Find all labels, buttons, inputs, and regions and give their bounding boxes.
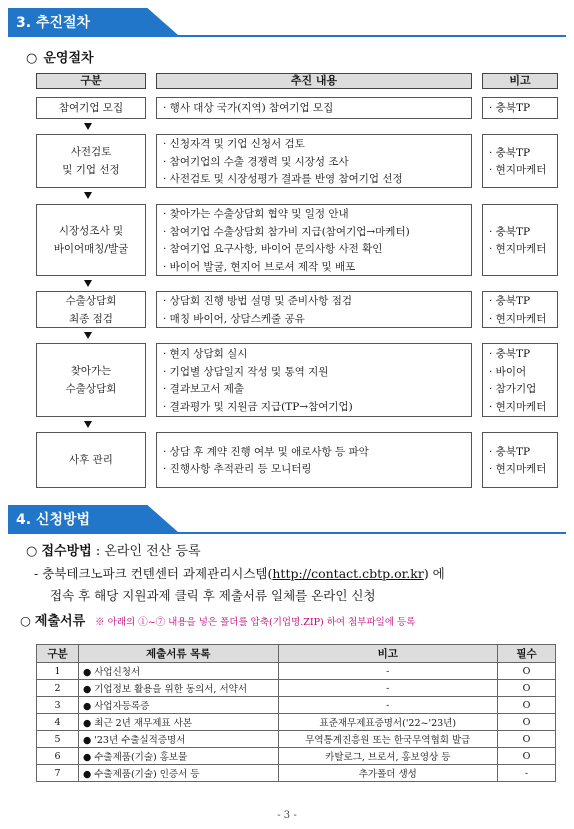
down-arrow-icon <box>84 280 92 287</box>
table-row <box>37 714 556 731</box>
table-cell: 4 <box>37 714 79 731</box>
down-arrow-icon <box>84 332 92 339</box>
step-content <box>156 432 472 488</box>
table-cell: ● '23년 수출실적증명서 <box>78 731 278 748</box>
step-remarks <box>482 134 558 188</box>
step-content-item: · 신청자격 및 기업 신청서 검토 <box>163 138 305 150</box>
table-cell: 6 <box>37 748 79 765</box>
required-docs-heading: ○ 제출서류 ※ 아래의 ①~⑦ 내용을 넣은 폴더를 압축(기업명.ZIP) 하여 첨부파일에 등록 <box>20 613 416 629</box>
step-remarks <box>482 343 558 417</box>
section4-title: 4. 신청방법 <box>16 512 91 528</box>
operation-procedure-heading: ○ 운영절차 <box>26 51 94 66</box>
step-content-item: · 매칭 바이어, 상담스케줄 공유 <box>163 312 305 325</box>
step-label: 찾아가는 수출상담회 <box>36 343 146 417</box>
down-arrow-icon <box>84 421 92 428</box>
step-content <box>156 291 472 328</box>
table-cell: 2 <box>37 680 79 697</box>
step-remark-item: · 바이어 <box>489 365 527 378</box>
step-content <box>156 204 472 276</box>
circle-bullet-icon: ○ <box>20 613 31 628</box>
section3-divider <box>8 35 566 37</box>
table-cell: - <box>498 765 556 782</box>
circle-bullet-icon: ○ <box>26 544 38 559</box>
table-row <box>37 663 556 680</box>
table-cell: - <box>278 680 498 697</box>
step-label: 참여기업 모집 <box>36 97 146 119</box>
step-remark-item: · 참가기업 <box>489 383 537 395</box>
step-label: 수출상담회 최종 점검 <box>36 291 146 328</box>
step-remark-item: · 현지마케터 <box>489 400 547 413</box>
table-row <box>37 748 556 765</box>
table-cell: O <box>498 748 556 765</box>
step-content-item: · 찾아가는 수출상담회 협약 및 일정 안내 <box>163 208 349 220</box>
zip-instruction-note: ※ 아래의 ①~⑦ 내용을 넣은 폴더를 압축(기업명.ZIP) 하여 첨부파일에 등록 <box>95 617 416 628</box>
col-remarks-header: 비고 <box>482 73 558 89</box>
table-cell: 3 <box>37 697 79 714</box>
table-row <box>37 680 556 697</box>
step-remark-item: · 현지마케터 <box>489 243 547 255</box>
step-content-item: · 행사 대상 국가(지역) 참여기업 모집 <box>163 102 334 115</box>
step-label: 시장성조사 및 바이어매칭/발굴 <box>36 204 146 276</box>
section3-banner <box>8 8 178 35</box>
step-content-item: · 참여기업 수출상담회 참가비 지급(참여기업→마케터) <box>163 225 410 238</box>
step-content <box>156 97 472 119</box>
step-content-item: · 진행사항 추적관리 등 모니터링 <box>163 463 312 475</box>
step-content-item: · 상담 후 계약 진행 여부 및 애로사항 등 파악 <box>163 445 369 458</box>
step-content-item: · 결과평가 및 지원금 지급(TP→참여기업) <box>163 400 353 413</box>
step-content-item: · 기업별 상담일지 작성 및 통역 지원 <box>163 365 329 378</box>
table-cell: O <box>498 680 556 697</box>
col-content-header: 추진 내용 <box>156 73 472 89</box>
contact-url-link[interactable]: http://contact.cbtp.or.kr <box>272 566 424 581</box>
table-cell: - <box>278 663 498 680</box>
table-cell: O <box>498 697 556 714</box>
table-row <box>37 765 556 782</box>
table-cell: ● 수출제품(기술) 홍보물 <box>78 748 278 765</box>
section4-banner <box>8 505 178 532</box>
table-cell: 5 <box>37 731 79 748</box>
table-cell: - <box>278 697 498 714</box>
step-remarks <box>482 291 558 328</box>
step-remark-item: · 현지마케터 <box>489 164 547 176</box>
step-remark-item: · 현지마케터 <box>489 463 547 475</box>
table-cell: ● 사업자등록증 <box>78 697 278 714</box>
step-content-item: · 참여기업의 수출 경쟁력 및 시장성 조사 <box>163 155 349 168</box>
submission-detail-line2: 접속 후 해당 지원과제 클릭 후 제출서류 일체를 온라인 신청 <box>50 588 376 603</box>
table-cell: 표준재무제표증명서('22~'23년) <box>278 714 498 731</box>
step-content-item: · 참여기업 요구사항, 바이어 문의사항 사전 확인 <box>163 243 383 255</box>
step-remark-item: · 충북TP <box>489 102 531 115</box>
step-remark-item: · 현지마케터 <box>489 312 547 325</box>
submission-detail-line1: - 충북테크노파크 컨텐센터 과제관리시스템(http://contact.cbtp.or.kr) 에 <box>34 566 445 581</box>
step-content-item: · 현지 상담회 실시 <box>163 348 248 360</box>
table-cell: 추가폴더 생성 <box>278 765 498 782</box>
step-remarks <box>482 97 558 119</box>
step-remarks <box>482 432 558 488</box>
table-cell: 7 <box>37 765 79 782</box>
step-content-item: · 결과보고서 제출 <box>163 383 245 395</box>
step-content-item: · 상담회 진행 방법 설명 및 준비사항 점검 <box>163 295 352 307</box>
table-cell: ● 수출제품(기술) 인증서 등 <box>78 765 278 782</box>
step-label: 사후 관리 <box>36 432 146 488</box>
page-number: - 3 - <box>277 810 297 821</box>
docs-table-header: 제출서류 목록 <box>78 645 278 663</box>
step-remark-item: · 충북TP <box>489 146 531 159</box>
step-remark-item: · 충북TP <box>489 445 531 458</box>
table-cell: ● 사업신청서 <box>78 663 278 680</box>
step-content-item: · 바이어 발굴, 현지어 브로셔 제작 및 배포 <box>163 260 356 273</box>
step-label: 사전검토 및 기업 선정 <box>36 134 146 188</box>
table-cell: 1 <box>37 663 79 680</box>
step-content <box>156 343 472 417</box>
section4-divider <box>8 532 566 534</box>
step-content-item: · 사전검토 및 시장성평가 결과를 반영 참여기업 선정 <box>163 173 403 185</box>
down-arrow-icon <box>84 123 92 130</box>
table-cell: 무역통계진흥원 또는 한국무역협회 발급 <box>278 731 498 748</box>
step-content <box>156 134 472 188</box>
col-category-header: 구분 <box>36 73 146 89</box>
step-remark-item: · 충북TP <box>489 295 531 307</box>
table-row <box>37 697 556 714</box>
docs-table-header: 필수 <box>498 645 556 663</box>
table-cell: ● 최근 2년 재무제표 사본 <box>78 714 278 731</box>
table-cell: ● 기업정보 활용을 위한 동의서, 서약서 <box>78 680 278 697</box>
required-docs-table <box>36 644 556 782</box>
table-cell: O <box>498 663 556 680</box>
table-cell: 카탈로그, 브로셔, 홍보영상 등 <box>278 748 498 765</box>
section3-title: 3. 추진절차 <box>16 15 91 31</box>
docs-table-header: 구분 <box>37 645 79 663</box>
circle-bullet-icon: ○ <box>26 51 38 66</box>
table-row <box>37 731 556 748</box>
docs-table-header: 비고 <box>278 645 498 663</box>
table-cell: O <box>498 731 556 748</box>
submission-method-line: ○ 접수방법 : 온라인 전산 등록 <box>26 544 201 559</box>
table-cell: O <box>498 714 556 731</box>
step-remark-item: · 충북TP <box>489 348 531 360</box>
step-remarks <box>482 204 558 276</box>
step-remark-item: · 충북TP <box>489 225 531 238</box>
down-arrow-icon <box>84 192 92 199</box>
